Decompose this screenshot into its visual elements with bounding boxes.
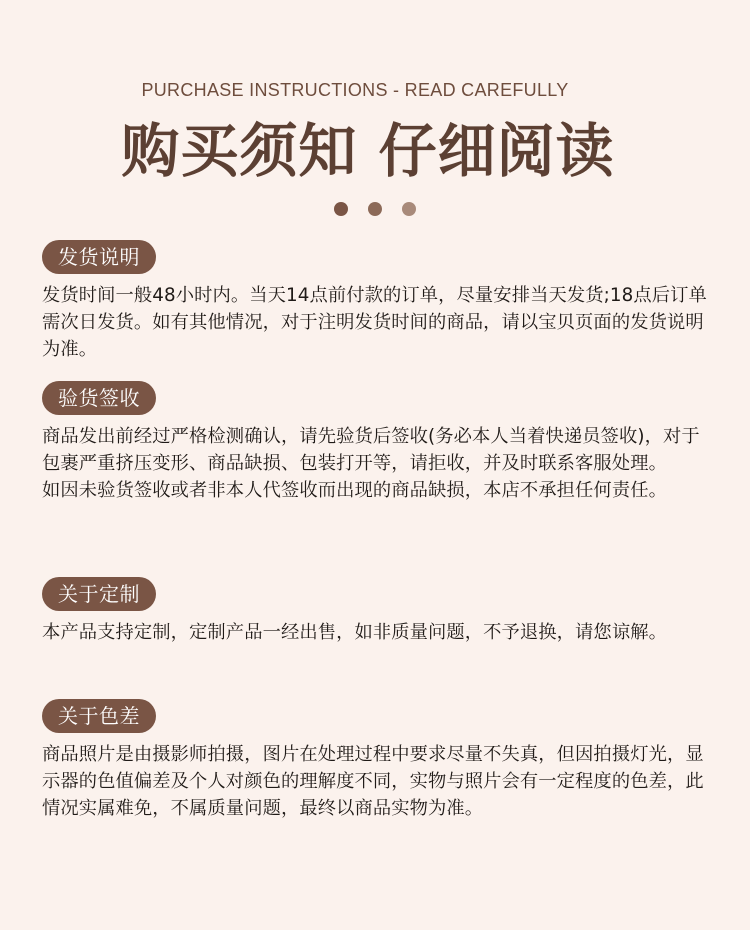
page-subtitle: PURCHASE INSTRUCTIONS - READ CAREFULLY [141,80,569,100]
section-inspection [42,381,714,504]
section-text-inspection: 商品发出前经过严格检测确认，请先验货后签收(务必本人当着快递员签收)，对于包裹严重挤压变形、商品缺损、包装打开等，请拒收，并及时联系客服处理。 [42,426,700,474]
dot-1 [334,202,348,216]
section-text-shipping: 发货时间一般48小时内。当天14点前付款的订单，尽量安排当天发货;18点后订单需次日发货。如有其他情况，对于注明发货时间的商品，请以宝贝页面的发货说明为准。 [42,285,707,360]
section-badge-inspection: 验货签收 [42,381,156,415]
section-customization [42,577,714,646]
section-text-color-difference: 商品照片是由摄影师拍摄，图片在处理过程中要求尽量不失真，但因拍摄灯光，显示器的色值偏差及个人对颜色的理解度不同，实物与照片会有一定程度的色差，此情况实属难免，不属质量问题，最终以商品实物为准。 [42,744,704,819]
page-title: 购买须知 仔细阅读 [121,117,615,185]
dot-3 [402,202,416,216]
section-badge-customization: 关于定制 [42,577,156,611]
section-shipping [42,240,714,363]
dot-2 [368,202,382,216]
section-text-inspection-liability: 如因未验货签收或者非本人代签收而出现的商品缺损，本店不承担任何责任。 [42,480,667,501]
section-badge-color-difference: 关于色差 [42,699,156,733]
section-text-customization: 本产品支持定制，定制产品一经出售，如非质量问题，不予退换，请您谅解。 [42,622,667,643]
section-badge-shipping: 发货说明 [42,240,156,274]
section-color-difference [42,699,714,822]
